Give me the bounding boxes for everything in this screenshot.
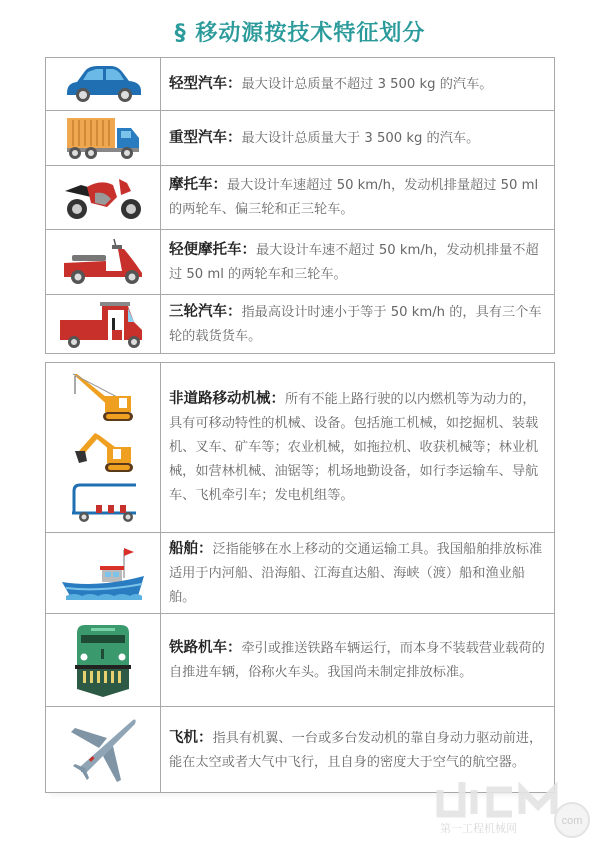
tricycle-truck-icon <box>58 300 148 348</box>
term-description: 最大设计车速不超过 50 km/h，发动机排量不超过 50 ml 的两轮车和三轮车。 <box>169 242 539 282</box>
term-description: 最大设计总质量大于 3 500 kg 的汽车。 <box>241 130 480 146</box>
term-description: 泛指能够在水上移动的交通运输工具。我国船舶排放标准适用于内河船、沿海船、江海直达船、海峡（渡）船和渔业船舶。 <box>169 541 543 605</box>
term-description: 最大设计总质量不超过 3 500 kg 的汽车。 <box>241 76 493 92</box>
row-text <box>169 300 546 349</box>
term-description: 指最高设计时速小于等于 50 km/h 的，具有三个车轮的载货货车。 <box>169 304 542 344</box>
table-row <box>46 614 554 707</box>
crane-icon <box>71 372 135 424</box>
road-vehicles-table <box>45 57 555 354</box>
row-text <box>169 238 546 287</box>
scooter-icon <box>60 237 146 287</box>
watermark-logo <box>430 780 595 838</box>
motorcycle-icon <box>61 175 145 221</box>
locomotive-icon <box>71 621 135 699</box>
svg-text:com: com <box>561 815 583 827</box>
term-label: 非道路移动机械： <box>169 391 285 407</box>
term-label: 铁路机车： <box>169 639 242 656</box>
row-text <box>169 173 546 222</box>
row-text <box>169 72 492 97</box>
row-text <box>169 636 546 685</box>
car-icon <box>63 63 143 105</box>
non-road-vehicles-table <box>45 362 555 793</box>
term-label: 摩托车： <box>169 177 227 193</box>
term-description: 牵引或推送铁路车辆运行，而本身不装载营业载荷的自推进车辆，俗称火车头。我国尚未制定排放标准。 <box>169 640 545 680</box>
table-row <box>46 111 554 166</box>
ship-icon <box>60 544 146 602</box>
table-row <box>46 166 554 230</box>
table-row <box>46 58 554 111</box>
truck-icon <box>65 116 141 160</box>
term-label: 重型汽车： <box>169 129 242 146</box>
row-text <box>169 537 546 610</box>
baggage-tractor-icon <box>68 481 138 523</box>
table-row <box>46 363 554 533</box>
term-description: 指具有机翼、一台或多台发动机的靠自身动力驱动前进，能在太空或者大气中飞行，且自身的密度大于空气的航空器。 <box>169 730 543 770</box>
table-row <box>46 230 554 295</box>
term-label: 三轮汽车： <box>169 303 242 320</box>
term-description: 所有不能上路行驶的以内燃机等为动力的，具有可移动特性的机械、设备。包括施工机械，如挖掘机、装载机、叉车、矿车等；农业机械，如拖拉机、收获机械等；林业机械，如营林机械、油锯等；机场地勤设备，如行李运输车、导航车、飞机牵引车；发电机组等。 <box>169 392 539 503</box>
svg-text:第一工程机械网: 第一工程机械网 <box>440 822 517 835</box>
row-text <box>169 726 546 775</box>
row-text <box>169 387 546 508</box>
row-text <box>169 126 479 151</box>
d1cm-logo-icon <box>430 780 595 838</box>
term-label: 飞机： <box>169 729 213 746</box>
table-row <box>46 295 554 353</box>
term-label: 船舶： <box>169 540 213 557</box>
table-row <box>46 533 554 614</box>
term-label: 轻型汽车： <box>169 75 242 92</box>
page-title: § 移动源按技术特征划分 <box>174 21 426 46</box>
term-label: 轻便摩托车： <box>169 241 256 258</box>
excavator-icon <box>71 429 135 475</box>
airplane-icon <box>67 714 139 786</box>
term-description: 最大设计车速超过 50 km/h，发动机排量超过 50 ml 的两轮车、偏三轮和正三轮车。 <box>169 178 539 217</box>
